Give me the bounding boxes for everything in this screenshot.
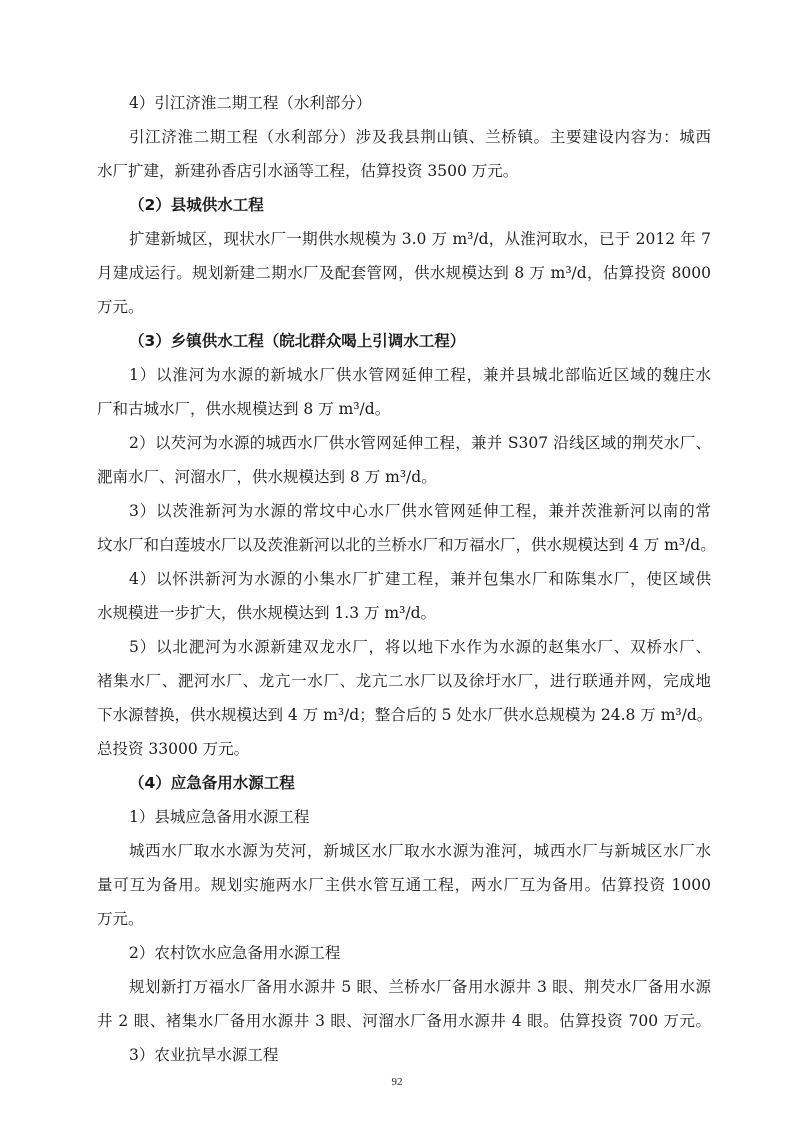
page-number: 92 <box>391 1076 403 1088</box>
paragraph-line: 4）以怀洪新河为水源的小集水厂扩建工程，兼并包集水厂和陈集水厂，使区域供 <box>129 570 711 588</box>
paragraph-line: 城西水厂取水水源为芡河，新城区水厂取水水源为淮河，城西水厂与新城区水厂水 <box>129 842 711 860</box>
paragraph-line: 万元。 <box>97 910 144 928</box>
paragraph-line: 下水源替换，供水规模达到 4 万 m³/d；整合后的 5 处水厂供水总规模为 24.8 万 m³/d。 <box>97 706 713 724</box>
paragraph-line: 万元。 <box>97 298 144 316</box>
subsection-heading: 1）县城应急备用水源工程 <box>129 808 310 826</box>
paragraph-line: 褚集水厂、淝河水厂、龙亢一水厂、龙亢二水厂以及徐圩水厂，进行联通并网，完成地 <box>97 672 711 690</box>
paragraph-line: 5）以北淝河为水源新建双龙水厂，将以地下水作为水源的赵集水厂、双桥水厂、 <box>129 638 711 656</box>
paragraph-line: 引江济淮二期工程（水利部分）涉及我县荆山镇、兰桥镇。主要建设内容为：城西 <box>129 128 711 146</box>
section-heading: （2）县城供水工程 <box>129 196 264 214</box>
paragraph-line: 坟水厂和白莲坡水厂以及茨淮新河以北的兰桥水厂和万福水厂，供水规模达到 4 万 m³/d。 <box>97 536 716 554</box>
paragraph-line: 2）以芡河为水源的城西水厂供水管网延伸工程，兼并 S307 沿线区域的荆芡水厂、 <box>129 434 711 452</box>
subsection-heading: 4）引江济淮二期工程（水利部分） <box>129 94 372 112</box>
paragraph-line: 月建成运行。规划新建二期水厂及配套管网，供水规模达到 8 万 m³/d，估算投资 8000 <box>97 264 711 282</box>
paragraph-line: 扩建新城区，现状水厂一期供水规模为 3.0 万 m³/d，从淮河取水，已于 2012 年 7 <box>129 230 711 248</box>
paragraph-line: 井 2 眼、褚集水厂备用水源井 3 眼、河溜水厂备用水源井 4 眼。估算投资 700 万元。 <box>97 1012 711 1030</box>
paragraph-line: 总投资 33000 万元。 <box>97 740 250 758</box>
paragraph-line: 水规模进一步扩大，供水规模达到 1.3 万 m³/d。 <box>97 604 436 622</box>
subsection-heading: 3）农业抗旱水源工程 <box>129 1046 279 1064</box>
paragraph-line: 厂和古城水厂，供水规模达到 8 万 m³/d。 <box>97 400 391 418</box>
subsection-heading: 2）农村饮水应急备用水源工程 <box>129 944 341 962</box>
paragraph-line: 3）以茨淮新河为水源的常坟中心水厂供水管网延伸工程，兼并茨淮新河以南的常 <box>129 502 711 520</box>
paragraph-line: 水厂扩建，新建孙香店引水涵等工程，估算投资 3500 万元。 <box>97 162 519 180</box>
paragraph-line: 量可互为备用。规划实施两水厂主供水管互通工程，两水厂互为备用。估算投资 1000 <box>97 876 711 894</box>
paragraph-line: 规划新打万福水厂备用水源井 5 眼、兰桥水厂备用水源井 3 眼、荆芡水厂备用水源 <box>129 978 711 996</box>
section-heading: （4）应急备用水源工程 <box>129 774 295 792</box>
paragraph-line: 淝南水厂、河溜水厂，供水规模达到 8 万 m³/d。 <box>97 468 437 486</box>
section-heading: （3）乡镇供水工程（皖北群众喝上引调水工程） <box>129 332 466 350</box>
paragraph-line: 1）以淮河为水源的新城水厂供水管网延伸工程，兼并县城北部临近区域的魏庄水 <box>129 366 711 384</box>
